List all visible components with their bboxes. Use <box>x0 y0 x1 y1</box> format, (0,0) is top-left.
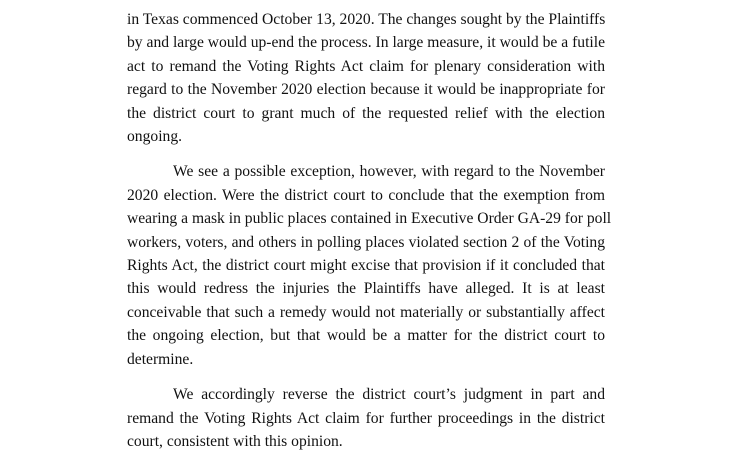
text-line: the district court to grant much of the requested relief with the election <box>127 104 605 122</box>
text-line: workers, voters, and others in polling places violated section 2 of the Voting <box>127 233 605 251</box>
text-line: conceivable that such a remedy would not materially or substantially affect <box>127 303 605 321</box>
text-line: We accordingly reverse the district court’s judgment in part and <box>173 386 605 404</box>
text-line: act to remand the Voting Rights Act claim for plenary consideration with <box>127 57 605 75</box>
text-line: We see a possible exception, however, with regard to the November <box>173 163 605 181</box>
text-line: court, consistent with this opinion. <box>127 432 343 450</box>
text-line: regard to the November 2020 election because it would be inappropriate for <box>127 81 605 99</box>
paragraph-2 <box>127 160 612 371</box>
text-line: Rights Act, the district court might excise that provision if it concluded that <box>127 257 605 275</box>
text-line: in Texas commenced October 13, 2020. The changes sought by the Plaintiffs <box>127 11 606 28</box>
text-line: this would redress the injuries the Plaintiffs have alleged. It is at least <box>127 280 605 298</box>
text-line: determine. <box>127 350 194 368</box>
paragraph-3 <box>127 383 605 453</box>
paragraph-1 <box>127 8 605 148</box>
text-line: 2020 election. Were the district court to conclude that the exemption from <box>127 186 605 204</box>
text-line: by and large would up-end the process. In large measure, it would be a futile <box>127 34 605 52</box>
text-line: wearing a mask in public places contained in Executive Order GA-29 for poll <box>127 210 612 228</box>
opinion-page <box>127 8 612 453</box>
text-line: remand the Voting Rights Act claim for further proceedings in the district <box>127 409 605 427</box>
text-line: ongoing. <box>127 128 183 146</box>
text-line: the ongoing election, but that would be a matter for the district court to <box>127 327 605 345</box>
